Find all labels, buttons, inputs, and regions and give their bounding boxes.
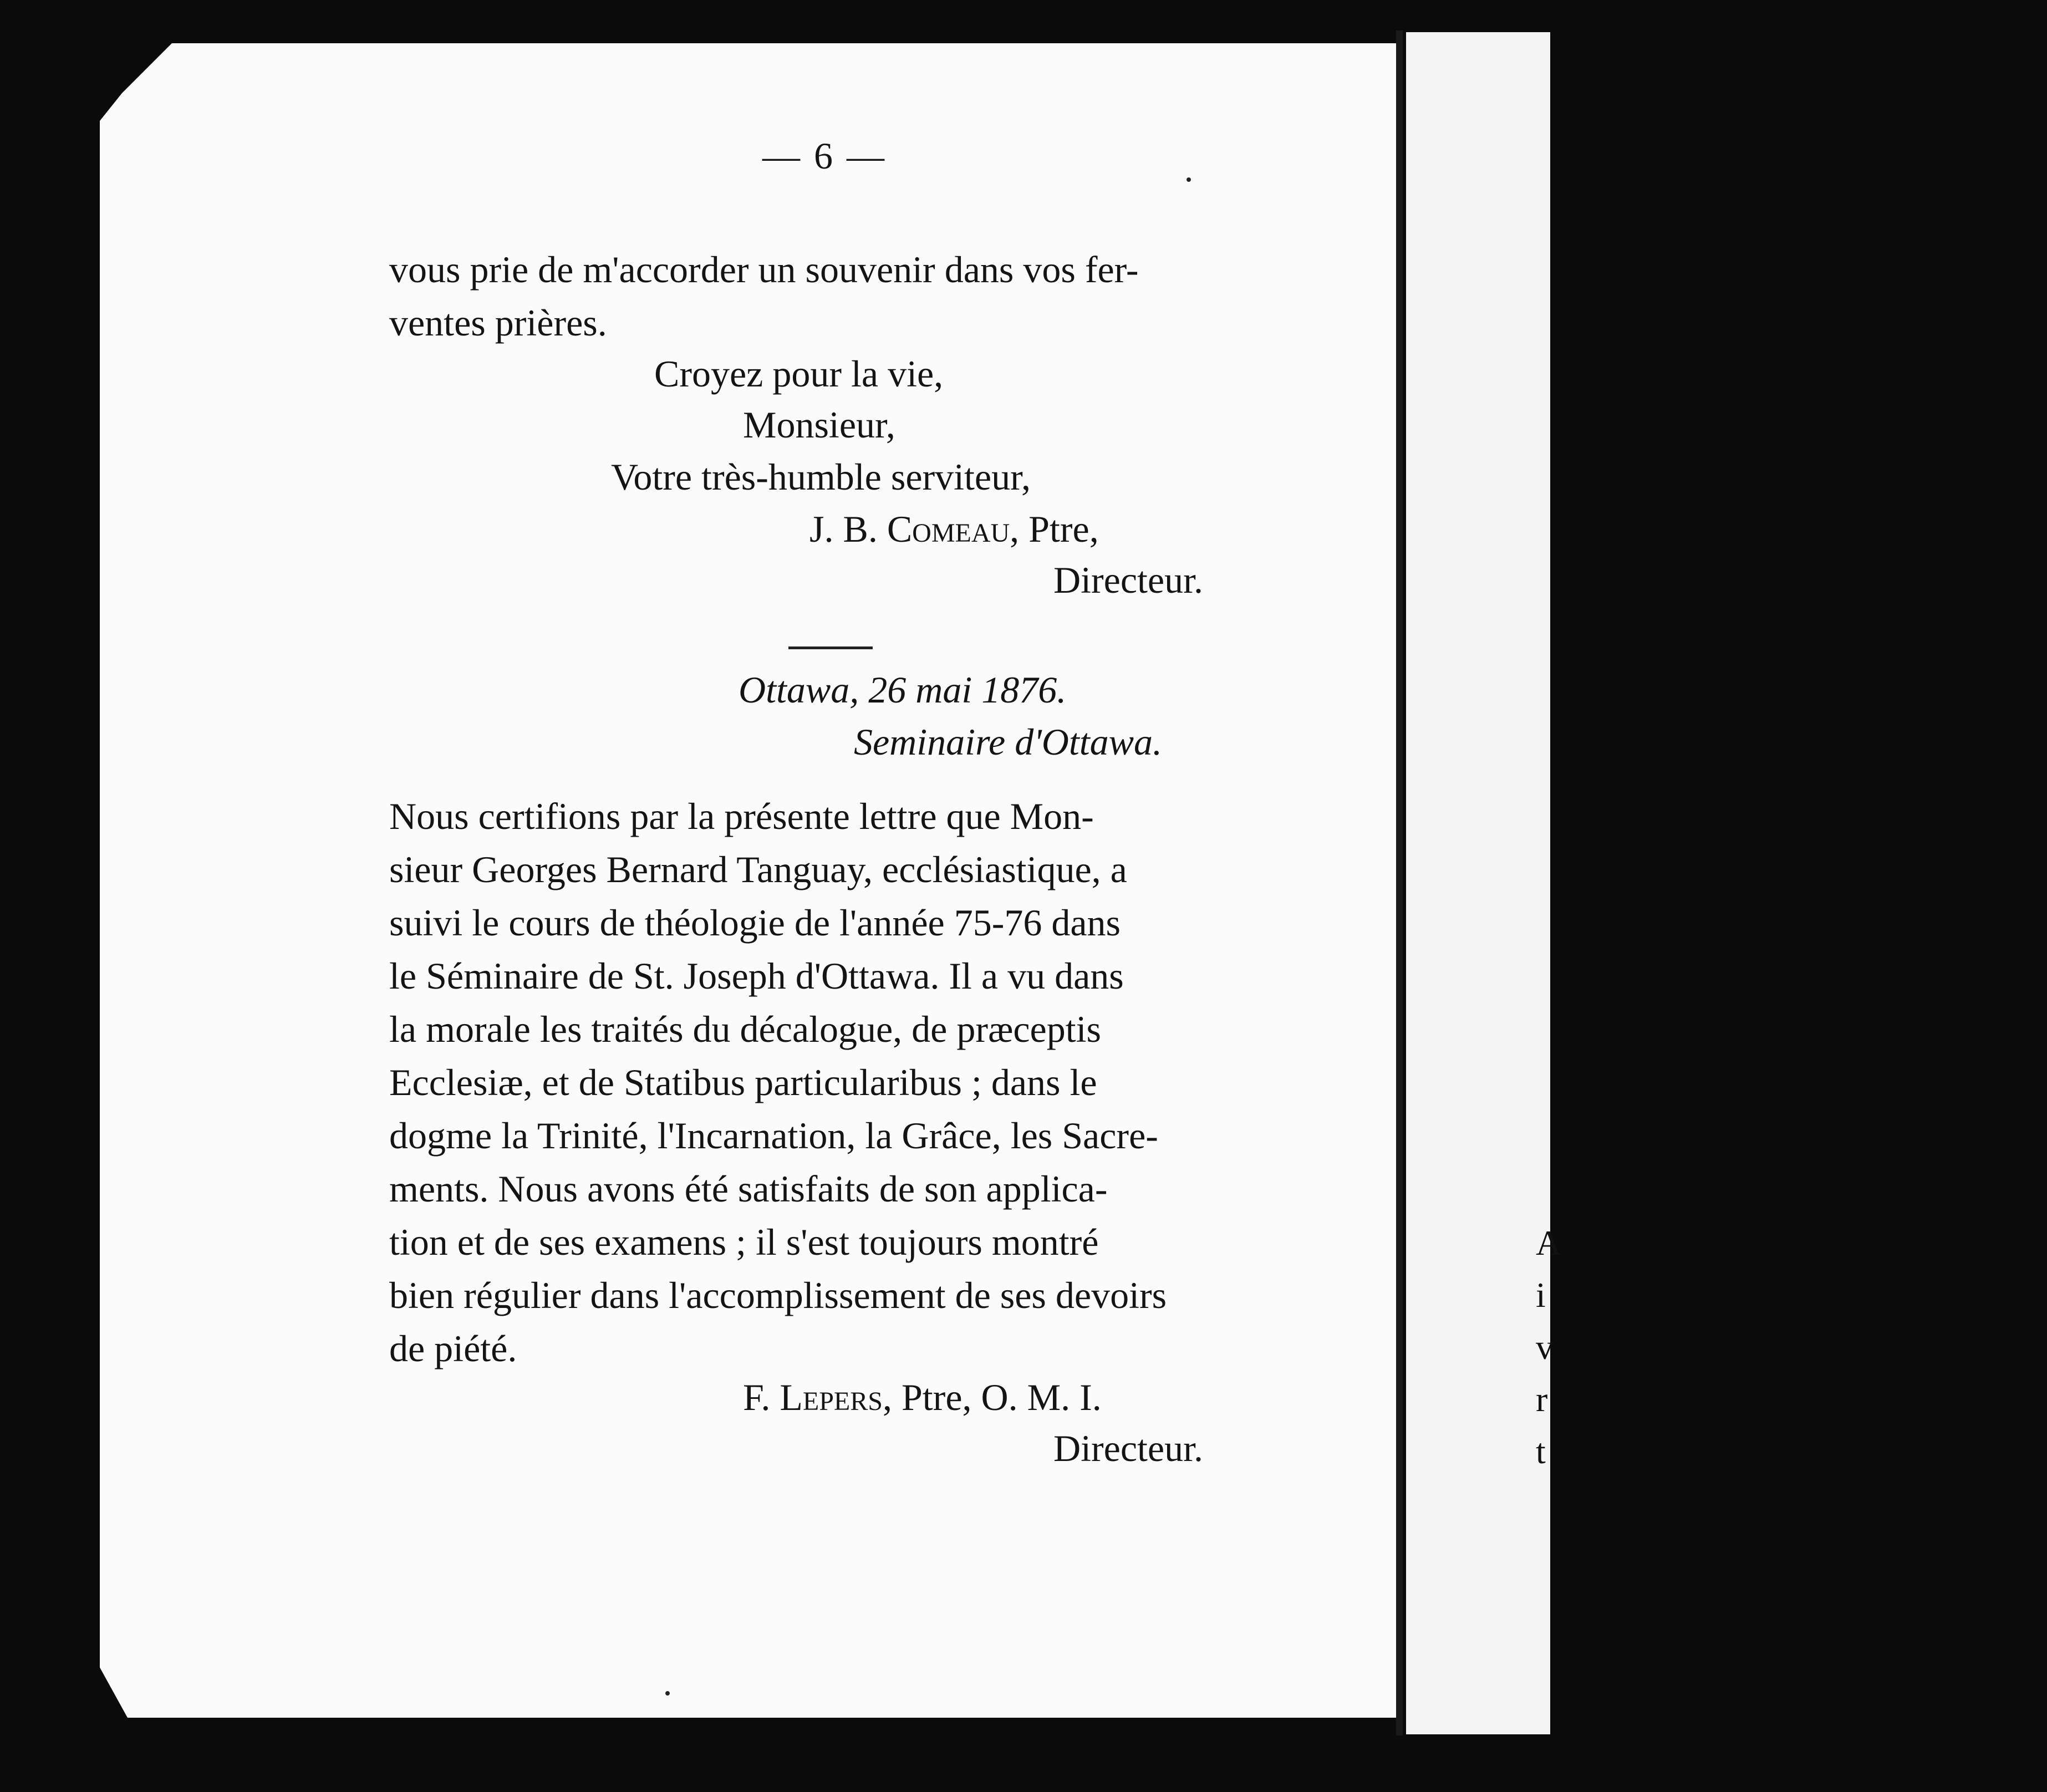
- closing-line: Monsieur,: [743, 404, 895, 446]
- scan-speck: [1187, 177, 1191, 182]
- closing-line: Votre très-humble serviteur,: [611, 456, 1031, 498]
- signature-comeau: [809, 510, 1099, 548]
- edge-letter: r: [1536, 1379, 1548, 1419]
- signature-role: Directeur.: [1053, 1427, 1203, 1469]
- institution-name: Seminaire d'Ottawa.: [854, 721, 1162, 763]
- signature-lepers: [743, 1378, 1102, 1416]
- section-divider: [788, 646, 873, 649]
- adjacent-page-text: [1536, 1217, 1561, 1478]
- letter1-line2: ventes prières.: [389, 302, 607, 344]
- body-line: la morale les traités du décalogue, de præceptis: [389, 1008, 1101, 1050]
- body-line: dogme la Trinité, l'Incarnation, la Grâce, les Sacre-: [389, 1114, 1158, 1157]
- book-spine: [1396, 30, 1403, 1735]
- scan-speck: [665, 1691, 670, 1696]
- letter1-line1: vous prie de m'accorder un souvenir dans vos fer-: [389, 248, 1139, 291]
- signature-name: F. Lepers: [743, 1376, 883, 1418]
- body-line: Ecclesiæ, et de Statibus particularibus ; dans le: [389, 1061, 1097, 1103]
- body-line: ments. Nous avons été satisfaits de son applica-: [389, 1168, 1108, 1210]
- edge-letter: A: [1536, 1223, 1562, 1262]
- body-line: tion et de ses examens ; il s'est toujours montré: [389, 1221, 1099, 1263]
- edge-letter: v: [1536, 1327, 1554, 1367]
- edge-letter: t: [1536, 1432, 1546, 1471]
- signature-name: J. B. Comeau: [809, 508, 1010, 550]
- closing-line: Croyez pour la vie,: [654, 353, 944, 395]
- signature-role: Directeur.: [1053, 559, 1203, 601]
- body-line: Nous certifions par la présente lettre que Mon-: [389, 795, 1094, 837]
- edge-letter: i: [1536, 1275, 1546, 1315]
- body-line: sieur Georges Bernard Tanguay, ecclésiastique, a: [389, 848, 1127, 890]
- page-number: — 6 —: [762, 135, 887, 177]
- adjacent-page: [1406, 32, 1550, 1734]
- body-line: suivi le cours de théologie de l'année 75-76 dans: [389, 902, 1121, 944]
- body-line: le Séminaire de St. Joseph d'Ottawa. Il a vu dans: [389, 955, 1124, 997]
- signature-title: , Ptre, O. M. I.: [882, 1376, 1102, 1418]
- place-date: Ottawa, 26 mai 1876.: [739, 669, 1067, 711]
- signature-title: , Ptre,: [1010, 508, 1099, 550]
- body-line: bien régulier dans l'accomplissement de ses devoirs: [389, 1274, 1167, 1316]
- body-line: de piété.: [389, 1327, 517, 1370]
